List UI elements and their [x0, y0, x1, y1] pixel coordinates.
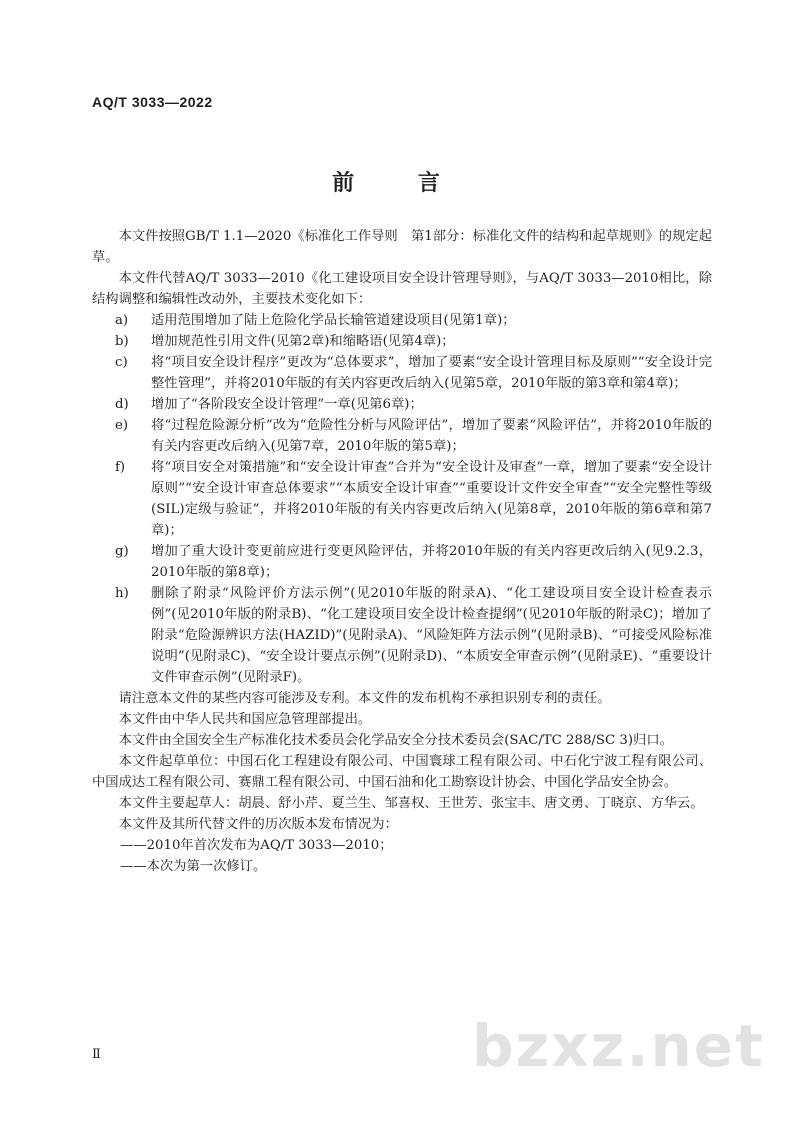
- change-list-item: [92, 583, 712, 688]
- change-list-item: [92, 394, 712, 415]
- history-intro-paragraph: 本文件及其所代替文件的历次版本发布情况为：: [118, 817, 398, 832]
- list-item-text: 将“项目安全对策措施”和“安全设计审查”合并为“安全设计及审查”一章，增加了要素“安全设计原则”“安全设计审查总体要求”“本质安全设计审查”“重要设计文件安全审查”“安全完整性等级(SIL)定级与验证”，并将2010年版的有关内容更改后纳入(见第8章，2010年版的第6章和第7章)；: [151, 460, 712, 538]
- list-item-text: 删除了附录“风险评价方法示例”(见2010年版的附录A)、“化工建设项目安全设计检查表示例”(见2010年版的附录B)、“化工建设项目安全设计检查提纲”(见2010年版的附录C)；增加了附录“危险源辨识方法(HAZID)”(见附录A)、“风险矩阵方法示例”(见附录B)、“可接受风险标准说明”(见附录C)、“安全设计要点示例”(见附录D)、“本质安全审查示例”(见附录E)、“重要设计文件审查示例”(见附录F)。: [151, 586, 712, 685]
- document-code-header: AQ/T 3033—2022: [92, 94, 213, 110]
- list-marker: g): [115, 544, 129, 559]
- list-item-text: 增加了重大设计变更前应进行变更风险评估，并将2010年版的有关内容更改后纳入(见9.2.3，2010年版的第8章)；: [151, 544, 712, 580]
- list-item-text: 适用范围增加了陆上危险化学品长输管道建设项目(见第1章)；: [151, 313, 516, 328]
- change-list-item: [92, 331, 712, 352]
- list-marker: c): [115, 355, 128, 370]
- list-item-text: 增加了“各阶段安全设计管理”一章(见第6章)；: [151, 397, 423, 412]
- intro-paragraph: 本文件按照GB/T 1.1—2020《标准化工作导则 第1部分：标准化文件的结构和起草规则》的规定起草。: [92, 229, 712, 265]
- list-marker: h): [115, 586, 129, 601]
- change-list-item: [92, 310, 712, 331]
- list-item-text: 增加规范性引用文件(见第2章)和缩略语(见第4章)；: [151, 334, 455, 349]
- history-entry: ——2010年首次发布为AQ/T 3033—2010；: [120, 838, 393, 853]
- page-number: Ⅱ: [92, 1047, 101, 1062]
- proposer-paragraph: 本文件由中华人民共和国应急管理部提出。: [118, 712, 372, 727]
- drafters-paragraph: 本文件主要起草人：胡晨、舒小芹、夏兰生、邹喜权、王世芳、张宝丰、唐文勇、丁晓京、方华云。: [118, 796, 704, 811]
- page-title: 前 言: [332, 171, 468, 196]
- list-marker: f): [115, 460, 126, 475]
- committee-paragraph: 本文件由全国安全生产标准化技术委员会化学品安全分技术委员会(SAC/TC 288/SC 3)归口。: [118, 733, 673, 748]
- change-list-item: [92, 415, 712, 457]
- history-entry: ——本次为第一次修订。: [120, 859, 267, 874]
- drafting-units-paragraph: 本文件起草单位：中国石化工程建设有限公司、中国寰球工程有限公司、中石化宁波工程有限公司、中国成达工程有限公司、赛鼎工程有限公司、中国石油和化工勘察设计协会、中国化学品安全协会。: [92, 754, 712, 790]
- list-marker: e): [115, 418, 129, 433]
- site-watermark: bzxz.net: [472, 1012, 765, 1080]
- change-list-item: [92, 541, 712, 583]
- list-item-text: 将“项目安全设计程序”更改为“总体要求”，增加了要素“安全设计管理目标及原则”“安全设计完整性管理”，并将2010年版的有关内容更改后纳入(见第5章，2010年版的第3章和第4章)；: [151, 355, 712, 391]
- list-marker: b): [115, 334, 129, 349]
- change-list-item: [92, 352, 712, 394]
- list-marker: a): [115, 313, 129, 328]
- patent-notice-paragraph: 请注意本文件的某些内容可能涉及专利。本文件的发布机构不承担识别专利的责任。: [118, 691, 611, 706]
- list-item-text: 将“过程危险源分析”改为“危险性分析与风险评估”，增加了要素“风险评估”，并将2010年版的有关内容更改后纳入(见第7章，2010年版的第5章)；: [151, 418, 712, 454]
- document-body: [92, 226, 712, 877]
- intro-paragraph: 本文件代替AQ/T 3033—2010《化工建设项目安全设计管理导则》，与AQ/T 3033—2010相比，除结构调整和编辑性改动外，主要技术变化如下：: [92, 271, 712, 307]
- change-list-item: [92, 457, 712, 541]
- list-marker: d): [115, 397, 129, 412]
